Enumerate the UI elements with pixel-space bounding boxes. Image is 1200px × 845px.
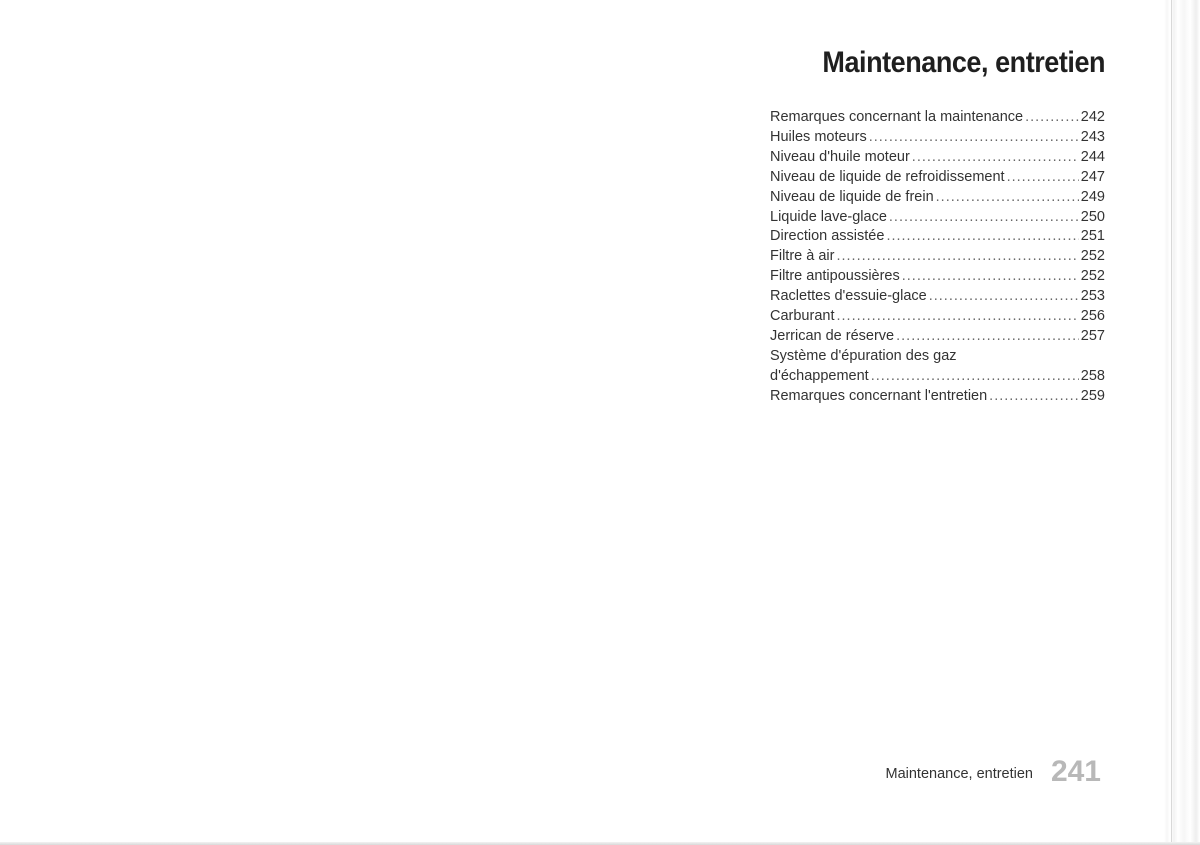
toc-leader-dots xyxy=(912,148,1079,168)
toc-entry-label: Carburant xyxy=(770,308,835,325)
toc-entry-page: 252 xyxy=(1080,248,1105,265)
toc-entry[interactable] xyxy=(770,227,1105,247)
toc-leader-dots xyxy=(1007,168,1079,188)
page-number: 241 xyxy=(1050,755,1101,788)
toc-leader-dots xyxy=(889,208,1079,228)
toc-leader-dots xyxy=(902,267,1079,287)
toc-entry-page: 243 xyxy=(1080,128,1105,145)
toc-entry-label: Filtre à air xyxy=(770,248,835,265)
toc-entry-page: 257 xyxy=(1080,327,1105,344)
toc-entry[interactable] xyxy=(770,208,1105,228)
toc-leader-dots xyxy=(871,367,1079,387)
page-edge-line xyxy=(1171,0,1172,845)
toc-leader-dots xyxy=(936,188,1079,208)
toc-entry-label: Niveau d'huile moteur xyxy=(770,148,910,165)
toc-entry[interactable] xyxy=(770,168,1105,188)
toc-entry[interactable] xyxy=(770,247,1105,267)
toc-entry-page: 244 xyxy=(1080,148,1105,165)
toc-entry[interactable] xyxy=(770,287,1105,307)
toc-entry-label: Remarques concernant l'entretien xyxy=(770,387,988,404)
toc-entry-label: Niveau de liquide de refroidissement xyxy=(770,168,1005,185)
chapter-title: Maintenance, entretien xyxy=(822,46,1105,79)
toc-leader-dots xyxy=(886,227,1078,247)
toc-entry-label: Remarques concernant la maintenance xyxy=(770,109,1024,125)
toc-entry-label: Jerrican de réserve xyxy=(770,327,895,344)
toc-entry-page: 250 xyxy=(1080,208,1105,225)
toc-entry-page: 252 xyxy=(1080,268,1105,285)
page-stack-edge xyxy=(1164,0,1200,845)
toc-entry[interactable] xyxy=(770,128,1105,148)
toc-entry-label: Direction assistée xyxy=(770,228,885,245)
toc-entry-page: 258 xyxy=(1080,367,1105,384)
toc-entry[interactable] xyxy=(770,108,1105,128)
toc-entry-label: Huiles moteurs xyxy=(770,128,867,145)
toc-entry-label: Système d'épuration des gaz xyxy=(770,347,957,364)
toc-entry-page: 242 xyxy=(1080,109,1105,125)
toc-entry-page: 251 xyxy=(1080,228,1105,245)
toc-entry-label: d'échappement xyxy=(770,367,869,384)
toc-leader-dots xyxy=(836,307,1078,327)
toc-entry[interactable] xyxy=(770,148,1105,168)
toc-entry-page: 249 xyxy=(1080,188,1105,205)
table-of-contents xyxy=(770,108,1105,407)
toc-entry[interactable] xyxy=(770,327,1105,347)
toc-leader-dots xyxy=(1025,108,1079,128)
toc-entry-label: Filtre antipoussières xyxy=(770,268,900,285)
toc-leader-dots xyxy=(929,287,1079,307)
toc-leader-dots xyxy=(836,247,1078,267)
toc-entry[interactable] xyxy=(770,267,1105,287)
toc-entry[interactable] xyxy=(770,387,1105,407)
toc-leader-dots xyxy=(869,128,1079,148)
toc-entry-label: Liquide lave-glace xyxy=(770,208,887,225)
toc-entry-page: 259 xyxy=(1080,387,1105,404)
toc-leader-dots xyxy=(896,327,1079,347)
toc-entry[interactable] xyxy=(770,188,1105,208)
footer-section-label: Maintenance, entretien xyxy=(885,766,1033,782)
toc-entry-label: Raclettes d'essuie-glace xyxy=(770,288,927,305)
toc-entry-page: 256 xyxy=(1080,308,1105,325)
toc-entry[interactable] xyxy=(770,367,1105,387)
toc-entry-page: 247 xyxy=(1080,168,1105,185)
toc-entry-label: Niveau de liquide de frein xyxy=(770,188,934,205)
toc-entry-continued[interactable] xyxy=(770,347,1105,367)
toc-entry[interactable] xyxy=(770,307,1105,327)
toc-entry-page: 253 xyxy=(1080,288,1105,305)
toc-leader-dots xyxy=(989,387,1079,407)
